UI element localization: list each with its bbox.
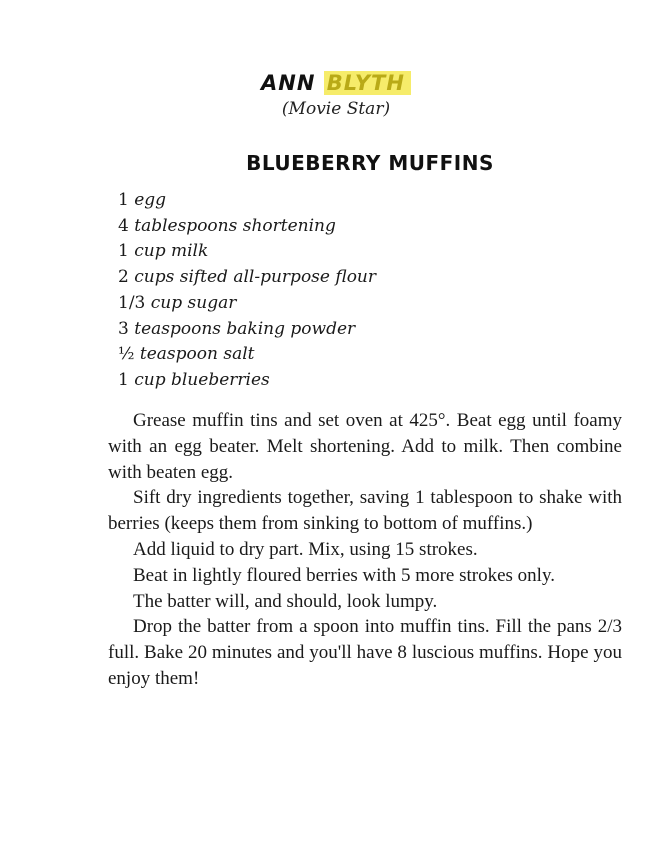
ingredient-text: cup sugar [150,292,237,313]
ingredient-quantity: 1 [118,190,129,210]
ingredient-text: egg [134,190,167,210]
ingredient-quantity: 4 [118,215,129,236]
ingredient-item [118,368,376,394]
ingredient-item [118,265,376,291]
method-paragraph: The batter will, and should, look lumpy. [133,590,438,612]
ingredient-quantity: 3 [118,318,129,339]
author-subtitle: (Movie Star) [281,99,391,119]
ingredient-text: cup milk [134,241,209,262]
author-first-name: ANN [261,71,316,95]
ingredient-text: cup blueberries [134,369,270,390]
method-paragraph: Add liquid to dry part. Mix, using 15 strokes. [133,538,478,560]
ingredient-quantity: ½ [118,344,135,365]
recipe-title: BLUEBERRY MUFFINS [246,151,494,175]
ingredient-item [118,342,376,368]
ingredient-item [118,291,376,317]
ingredient-quantity: 1/3 [118,292,146,313]
ingredient-text: teaspoons baking powder [134,318,356,339]
ingredient-item [118,239,376,265]
ingredient-quantity: 2 [118,267,129,288]
ingredient-text: teaspoon salt [139,344,255,365]
author-name [0,70,672,96]
method-instructions [108,408,622,692]
ingredient-item [118,214,376,240]
method-paragraph: Sift dry ingredients together, saving 1 tablespoon to shake with berries (keeps them from sinking to bottom of muffins.) [108,487,622,535]
ingredient-item [118,317,376,343]
method-paragraph: Grease muffin tins and set oven at 425°. Beat egg until foamy with an egg beater. Melt shortening. Add to milk. Then combine with beaten egg. [108,410,622,483]
ingredient-list [118,188,376,394]
author-last-name-highlighted: BLYTH [324,71,411,95]
ingredient-text: cups sifted all-purpose flour [134,267,377,288]
method-paragraph: Beat in lightly floured berries with 5 more strokes only. [133,564,555,586]
ingredient-quantity: 1 [118,369,129,390]
ingredient-item [118,188,376,214]
ingredient-text: tablespoons shortening [134,215,336,236]
method-paragraph: Drop the batter from a spoon into muffin tins. Fill the pans 2/3 full. Bake 20 minutes and you'll have 8 luscious muffins. Hope you enjoy them! [108,616,622,689]
ingredient-quantity: 1 [118,241,129,262]
